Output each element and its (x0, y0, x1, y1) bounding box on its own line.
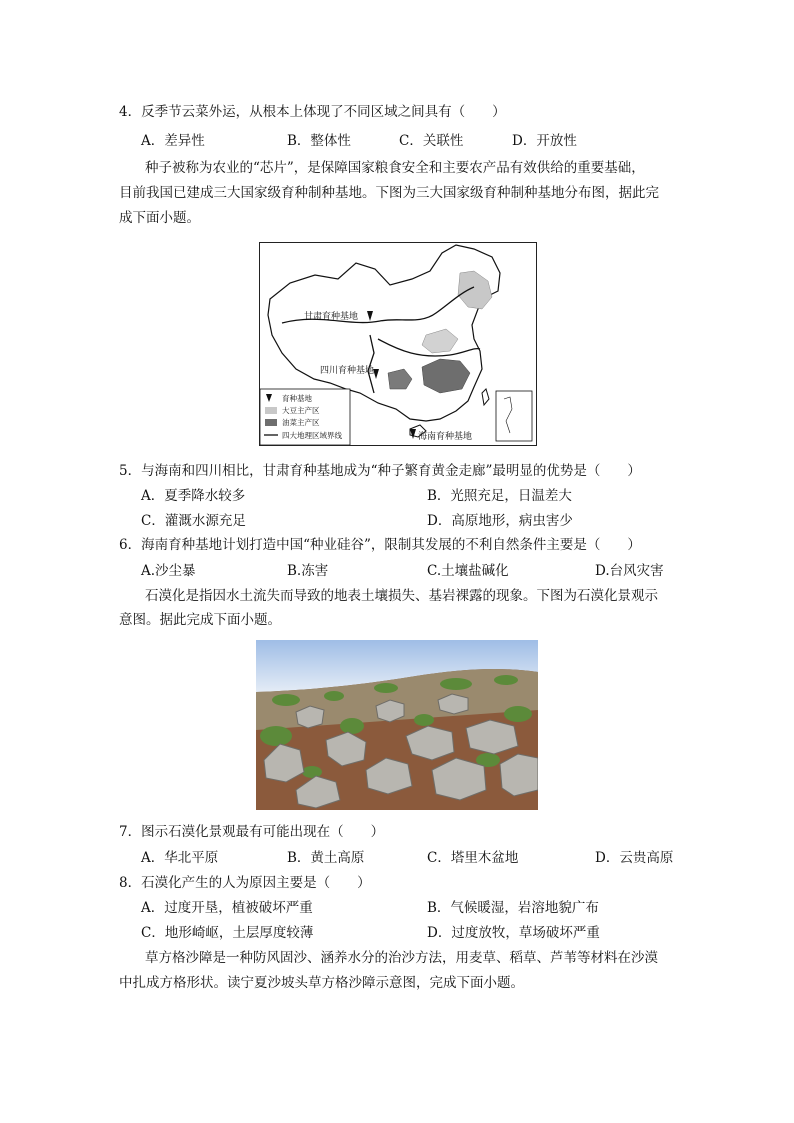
q7-option-c: C．塔里木盆地 (427, 850, 519, 866)
q5-option-d: D．高原地形，病虫害少 (427, 513, 573, 529)
q5-option-c: C．灌溉水源充足 (141, 513, 246, 529)
q7-option-a: A．华北平原 (141, 850, 219, 866)
q8-stem: 8．石漠化产生的人为原因主要是（ ） (119, 875, 371, 891)
intro2-line1: 石漠化是指因水土流失而导致的地表土壤损失、基岩裸露的现象。下图为石漠化景观示 (145, 588, 658, 604)
q7-stem: 7．图示石漠化景观最有可能出现在（ ） (119, 824, 385, 840)
q8-option-b: B．气候暖湿，岩溶地貌广布 (427, 900, 599, 916)
q6-stem: 6．海南育种基地计划打造中国“种业硅谷”，限制其发展的不利自然条件主要是（ ） (119, 537, 641, 553)
q4-stem: 4．反季节云菜外运，从根本上体现了不同区域之间具有（ ） (119, 104, 506, 120)
intro3-line1: 草方格沙障是一种防风固沙、涵养水分的治沙方法，用麦草、稻草、芦苇等材料在沙漠 (145, 950, 658, 966)
q7-option-d: D．云贵高原 (595, 850, 674, 866)
breeding-base-map (259, 242, 537, 446)
rocky-landscape-image (256, 640, 538, 810)
q8-option-d: D．过度放牧，草场破坏严重 (427, 925, 600, 941)
q8-option-a: A．过度开垦，植被破坏严重 (141, 900, 313, 916)
q6-option-c: C.土壤盐碱化 (427, 563, 509, 579)
legend-soybean-swatch (265, 407, 277, 414)
q5-option-b: B．光照充足，日温差大 (427, 488, 572, 504)
intro1-line2: 目前我国已建成三大国家级育种制种基地。下图为三大国家级育种制种基地分布图，据此完 (119, 185, 659, 201)
q5-option-a: A．夏季降水较多 (141, 488, 246, 504)
legend-soybean-label: 大豆主产区 (282, 406, 320, 415)
taiwan-island (482, 389, 489, 405)
legend-base-label: 育种基地 (282, 394, 312, 403)
legend-boundary-label: 四大地理区域界线 (282, 431, 342, 440)
q7-option-b: B．黄土高原 (287, 850, 365, 866)
legend-rapeseed-label: 油菜主产区 (282, 418, 320, 427)
q4-option-b: B．整体性 (287, 133, 351, 149)
q6-option-b: B.冻害 (287, 563, 329, 579)
legend-rapeseed-swatch (265, 419, 277, 426)
south-china-sea-inset (496, 391, 532, 441)
gansu-base-label: 甘肃育种基地 (304, 312, 359, 322)
q4-option-a: A．差异性 (141, 133, 205, 149)
sichuan-base-label: 四川育种基地 (320, 366, 375, 376)
q4-option-c: C．关联性 (399, 133, 464, 149)
rocky-desertification-photo (256, 640, 538, 810)
intro2-line2: 意图。据此完成下面小题。 (119, 612, 281, 628)
intro3-line2: 中扎成方格形状。读宁夏沙坡头草方格沙障示意图，完成下面小题。 (119, 975, 524, 991)
q6-option-a: A.沙尘暴 (141, 563, 196, 579)
intro1-line1: 种子被称为农业的“芯片”，是保障国家粮食安全和主要农产品有效供给的重要基础， (145, 160, 645, 176)
intro1-line3: 成下面小题。 (119, 210, 200, 226)
hainan-base-label: 海南育种基地 (418, 432, 473, 442)
q4-option-d: D．开放性 (512, 133, 577, 149)
q6-option-d: D.台风灾害 (595, 563, 664, 579)
q8-option-c: C．地形崎岖，土层厚度较薄 (141, 925, 314, 941)
q5-stem: 5．与海南和四川相比，甘肃育种基地成为“种子繁育黄金走廊”最明显的优势是（ ） (119, 463, 641, 479)
